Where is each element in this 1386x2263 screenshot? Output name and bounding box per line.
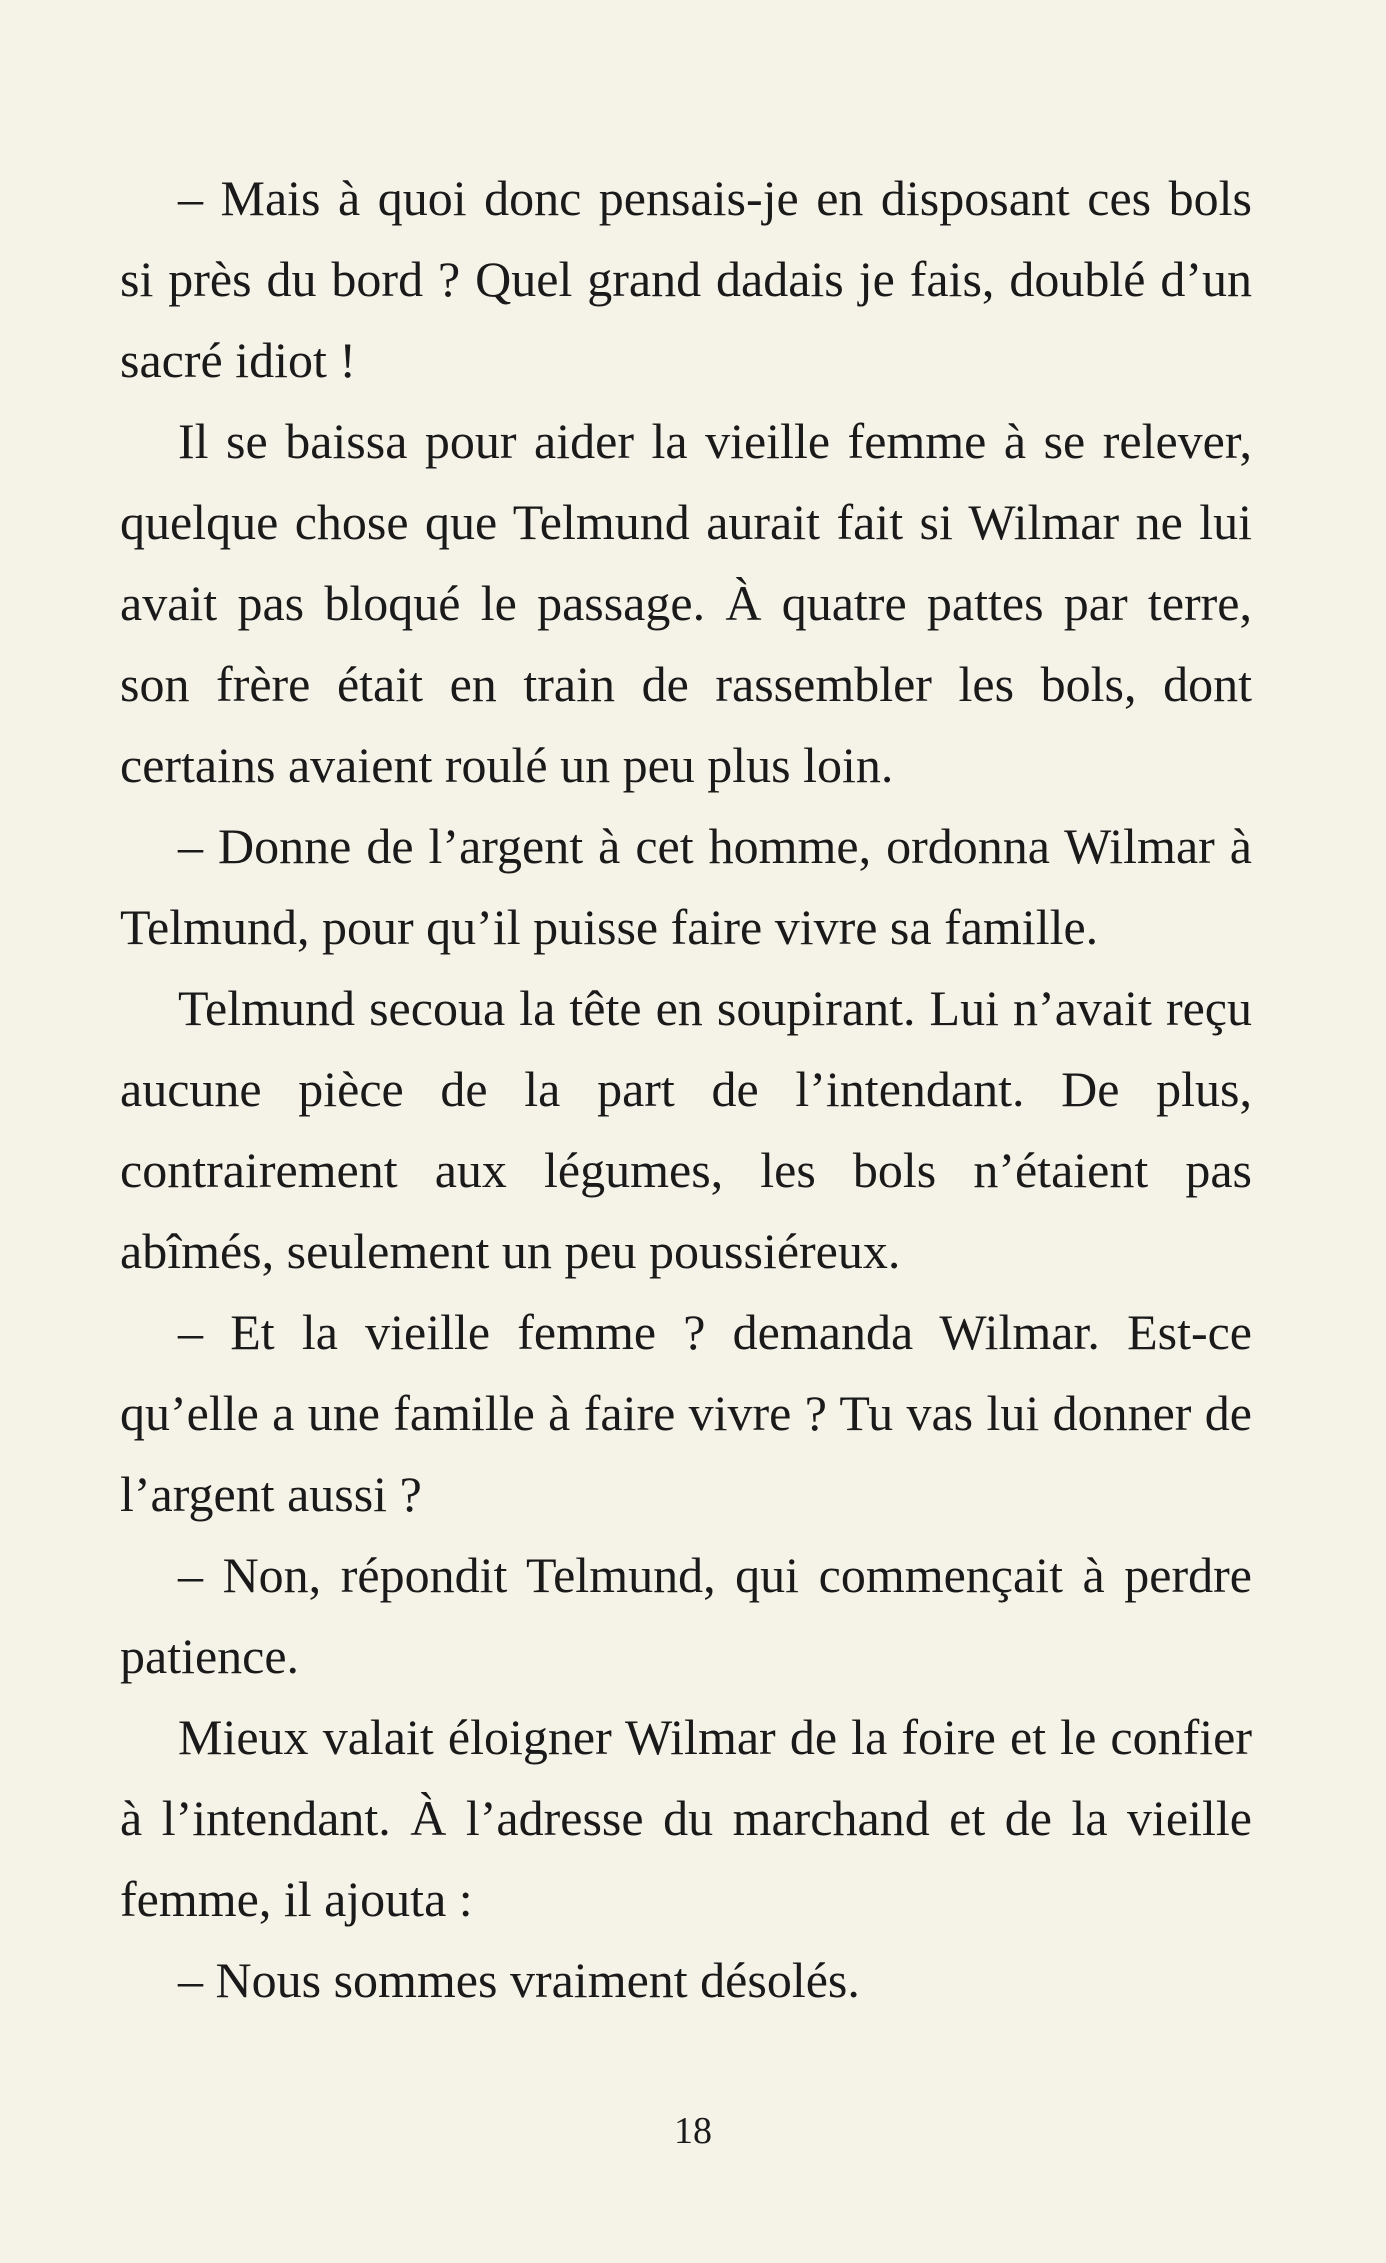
paragraph-3: – Donne de l’argent à cet homme, ordonna Wilmar à Telmund, pour qu’il puisse faire vivre sa famille. xyxy=(120,818,1252,955)
paragraph-2: Il se baissa pour aider la vieille femme à se relever, quelque chose que Telmund aurait fait si Wilmar ne lui avait pas bloqué le passage. À quatre pattes par terre, son frère était en train de rassembler les bols, dont certains avaient roulé un peu plus loin. xyxy=(120,413,1252,793)
paragraph-7: Mieux valait éloigner Wilmar de la foire et le confier à l’intendant. À l’adresse du marchand et de la vieille femme, il ajouta : xyxy=(120,1709,1252,1927)
paragraph-8: – Nous sommes vraiment désolés. xyxy=(178,1952,860,2008)
body-text xyxy=(120,158,1252,2021)
paragraph-1: – Mais à quoi donc pensais-je en disposant ces bols si près du bord ? Quel grand dadais je fais, doublé d’un sacré idiot ! xyxy=(120,170,1252,388)
paragraph-4: Telmund secoua la tête en soupirant. Lui n’avait reçu aucune pièce de la part de l’intendant. De plus, contrairement aux légumes, les bols n’étaient pas abîmés, seulement un peu poussiéreux. xyxy=(120,980,1252,1279)
paragraph-5: – Et la vieille femme ? demanda Wilmar. Est-ce qu’elle a une famille à faire vivre ? Tu vas lui donner de l’argent aussi ? xyxy=(120,1304,1252,1522)
page-number: 18 xyxy=(674,2110,712,2152)
paragraph-6: – Non, répondit Telmund, qui commençait à perdre patience. xyxy=(120,1547,1252,1684)
